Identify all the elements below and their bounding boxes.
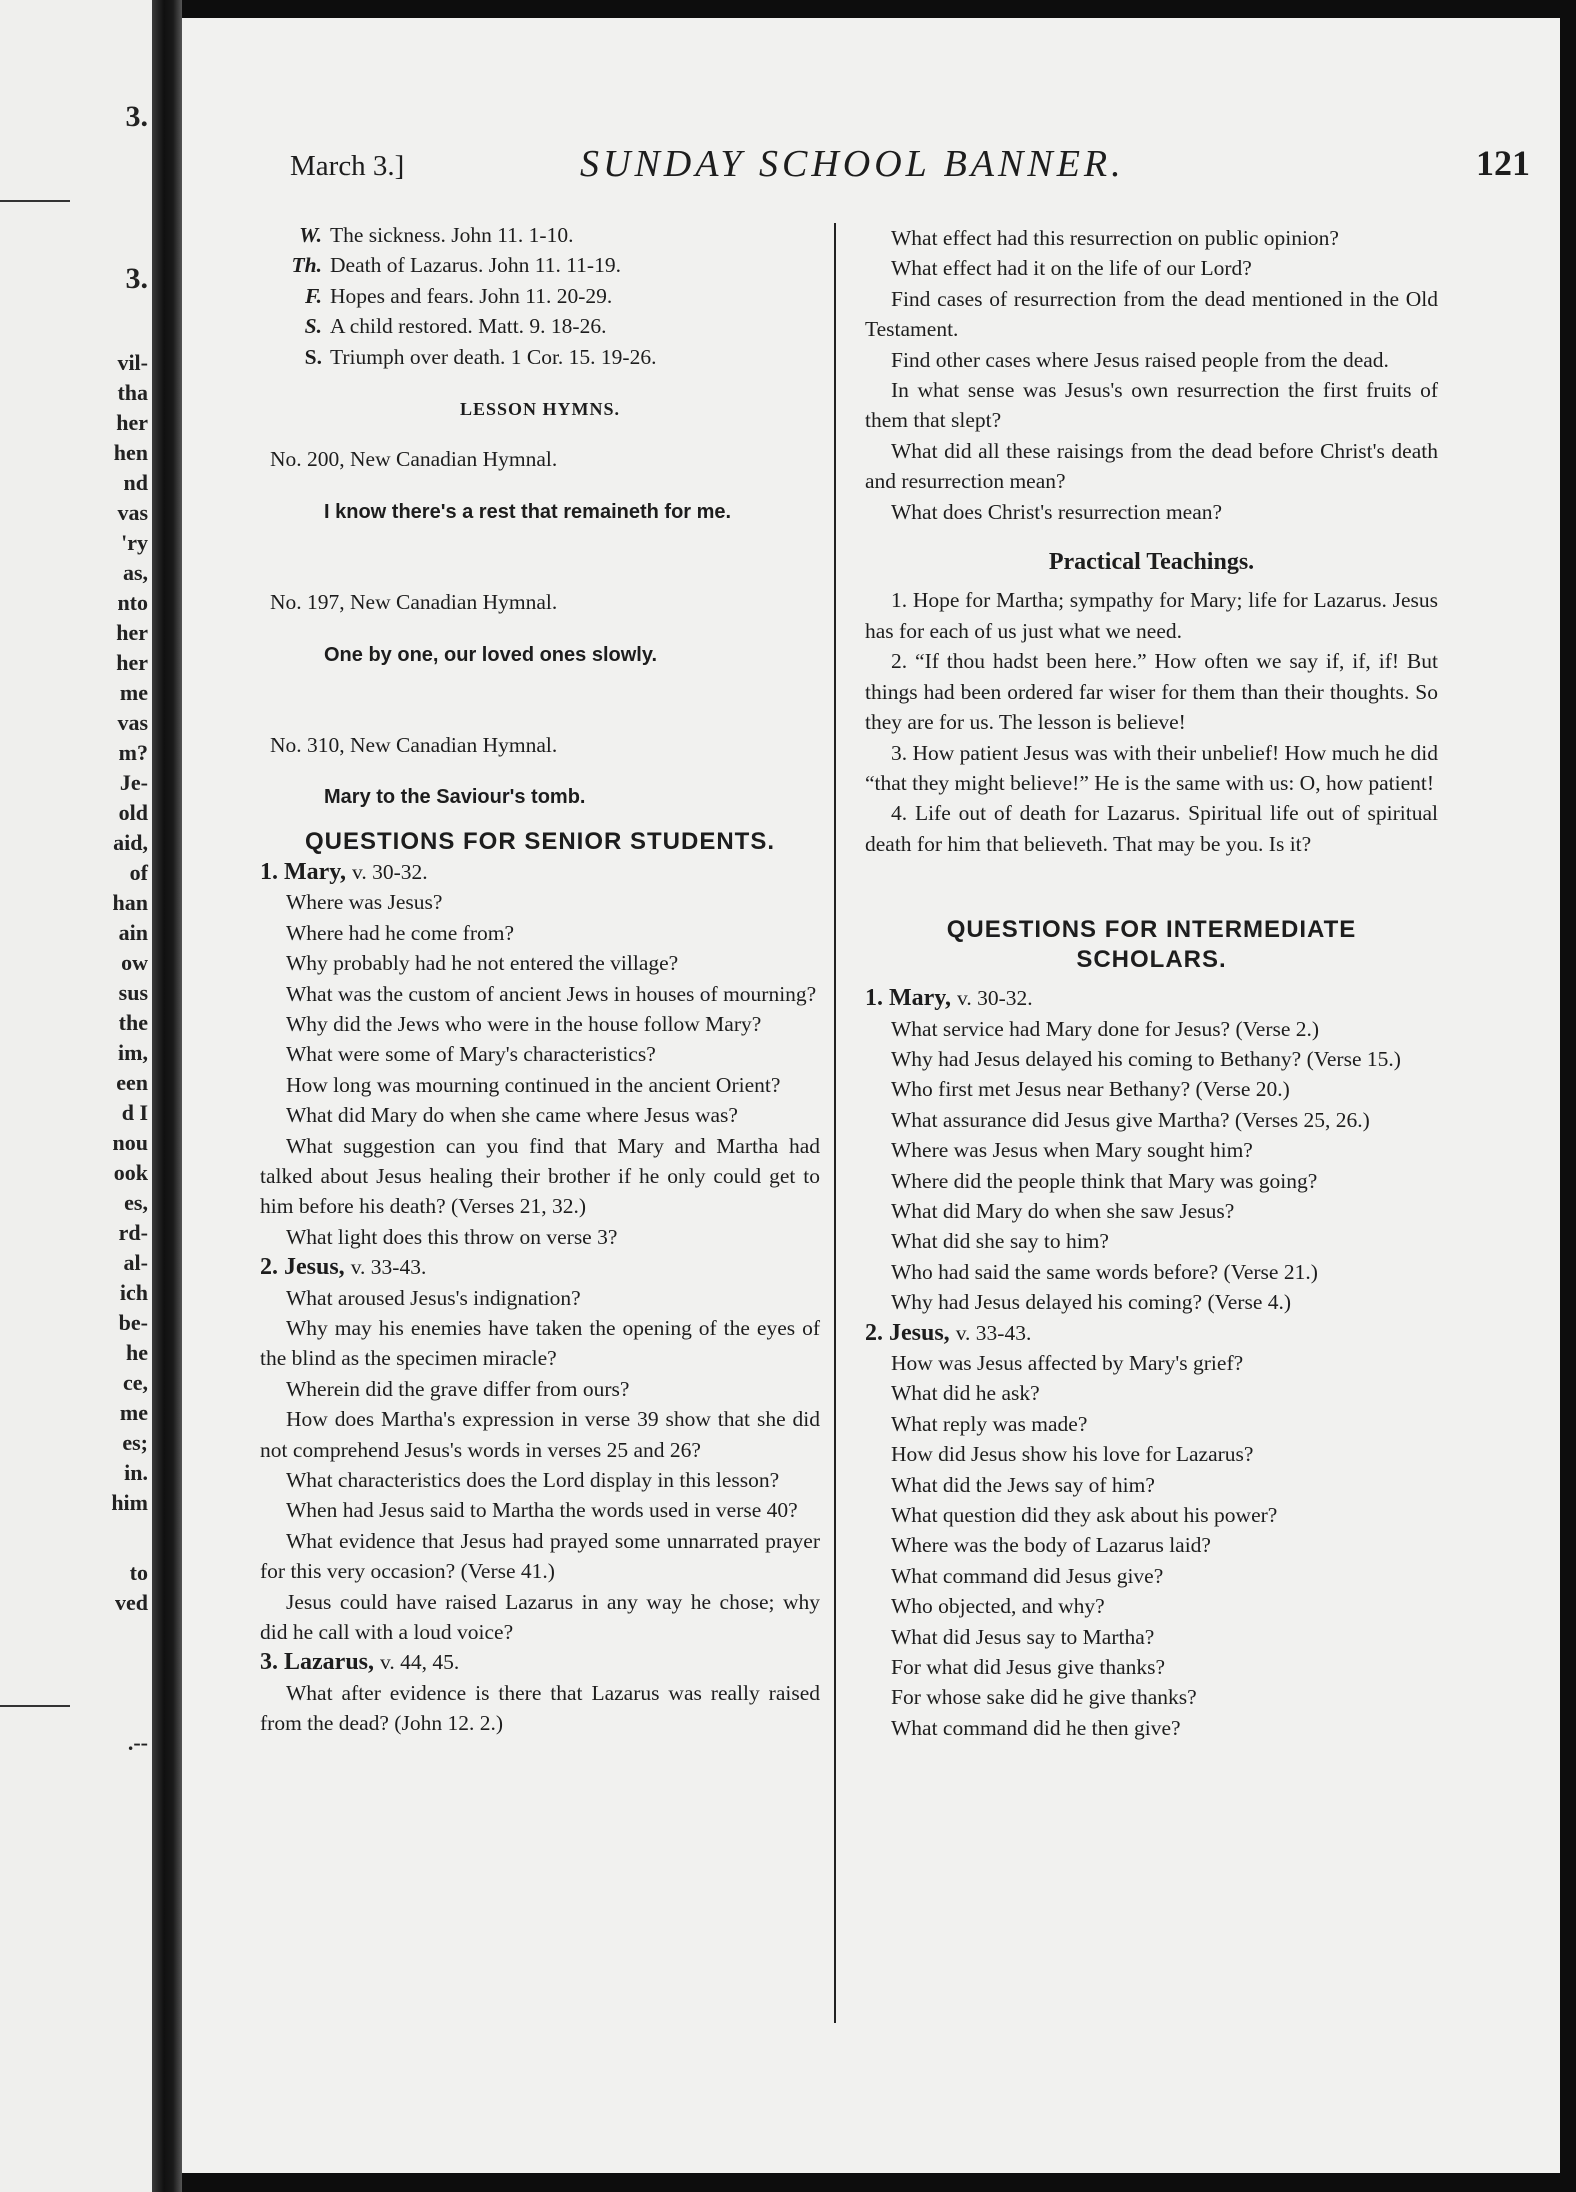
- running-header: [290, 136, 1530, 192]
- previous-page-fragment: d I: [121, 1100, 148, 1125]
- previous-page-fragment: nto: [117, 590, 148, 615]
- question: What did he ask?: [891, 1381, 1040, 1406]
- question: What command did he then give?: [891, 1715, 1181, 1740]
- question: What did Mary do when she saw Jesus?: [891, 1198, 1235, 1223]
- question: Where did the people think that Mary was going?: [891, 1168, 1318, 1193]
- section-verse-ref: v. 30-32.: [956, 986, 1033, 1011]
- previous-page-fragment: me: [119, 1400, 148, 1425]
- hymns-heading: LESSON HYMNS.: [459, 399, 621, 420]
- previous-page-fragment: ow: [121, 950, 148, 975]
- reading-day: S.: [304, 344, 322, 369]
- question: What did all these raisings from the dead before Christ's death and resurrection mean?: [865, 438, 1438, 494]
- practical-teaching: 3. How patient Jesus was with their unbelief! How much he did “that they might believe!” He is the same with us: O, how patient!: [865, 740, 1438, 795]
- hymn-first-line: Mary to the Saviour's tomb.: [324, 786, 586, 809]
- previous-page-fragment: Je-: [119, 770, 148, 795]
- section-title: 2. Jesus,: [260, 1254, 345, 1281]
- question: In what sense was Jesus's own resurrection the first fruits of them that slept?: [865, 378, 1438, 433]
- reading-row: [260, 281, 820, 311]
- intermediate-questions-heading: [865, 915, 1438, 975]
- previous-page-fragment: nd: [123, 470, 148, 495]
- section-heading: [260, 1647, 820, 1677]
- question: For whose sake did he give thanks?: [891, 1685, 1197, 1710]
- section-heading: [865, 983, 1438, 1013]
- previous-page-fragment: of: [129, 860, 148, 885]
- question: Find cases of resurrection from the dead mentioned in the Old Testament.: [865, 286, 1438, 342]
- question: What does Christ's resurrection mean?: [891, 499, 1223, 524]
- reading-day: F.: [305, 283, 322, 308]
- previous-page-fragment: ved: [115, 1590, 148, 1615]
- question: What assurance did Jesus give Martha? (Verses 25, 26.): [891, 1107, 1370, 1132]
- section-verse-ref: v. 44, 45.: [380, 1650, 460, 1675]
- question: What effect had this resurrection on public opinion?: [891, 226, 1339, 250]
- question: Jesus could have raised Lazarus in any way he chose; why did he call with a loud voice?: [260, 1589, 820, 1645]
- question: How long was mourning continued in the ancient Orient?: [286, 1072, 781, 1097]
- previous-page-fragment: to: [129, 1560, 148, 1585]
- section-title: 1. Mary,: [260, 858, 346, 885]
- question: Why probably had he not entered the village?: [286, 951, 679, 976]
- previous-page-fragment: vil-: [117, 350, 148, 375]
- question: Why did the Jews who were in the house follow Mary?: [286, 1011, 762, 1036]
- previous-page-fragment: nou: [112, 1130, 148, 1155]
- previous-page-fragment: her: [116, 410, 148, 435]
- previous-page-fragment: hen: [113, 440, 148, 465]
- reading-day: W.: [299, 223, 322, 247]
- previous-page-fragment: ain: [118, 920, 148, 945]
- reading-row: [260, 342, 820, 372]
- previous-page-rule: [0, 1705, 70, 1707]
- question: Why may his enemies have taken the opening of the eyes of the blind as the specimen miracle?: [260, 1315, 820, 1371]
- reading-text: Triumph over death. 1 Cor. 15. 19-26.: [330, 344, 657, 369]
- reading-day: Th.: [291, 253, 322, 278]
- question: What question did they ask about his power?: [891, 1503, 1278, 1528]
- header-title: SUNDAY SCHOOL BANNER.: [580, 143, 1125, 185]
- intermediate-heading-line-2: SCHOLARS.: [1076, 946, 1227, 974]
- reading-day: S.: [304, 314, 322, 339]
- previous-page-fragment: een: [116, 1070, 148, 1095]
- intermediate-question-sections: [865, 983, 1438, 1743]
- column-rule: [834, 223, 836, 2023]
- previous-page-fragment: her: [116, 620, 148, 645]
- previous-page-fragment: vas: [117, 710, 148, 735]
- question: What was the custom of ancient Jews in houses of mourning?: [286, 981, 817, 1006]
- question: What were some of Mary's characteristics?: [286, 1042, 656, 1067]
- previous-page-fragment: 'ry: [121, 530, 148, 555]
- practical-teaching: 2. “If thou hadst been here.” How often we say if, if, if! But things had been ordered far wiser for them than their thoughts. So they are for us. The lesson is believe!: [865, 649, 1438, 735]
- previous-page-fragment: im,: [118, 1040, 148, 1065]
- question: What did Jesus say to Martha?: [891, 1624, 1155, 1649]
- previous-page-edge: [0, 0, 152, 2192]
- right-column: [865, 223, 1438, 1743]
- hymn-number: No. 310, New Canadian Hymnal.: [270, 733, 558, 758]
- previous-page-fragment: her: [116, 650, 148, 675]
- question: What command did Jesus give?: [891, 1563, 1164, 1588]
- reading-text: The sickness. John 11. 1-10.: [330, 223, 574, 247]
- question: What after evidence is there that Lazarus was really raised from the dead? (John 12. 2.): [260, 1680, 820, 1736]
- hymn-first-line: I know there's a rest that remaineth for me.: [324, 500, 732, 523]
- question: When had Jesus said to Martha the words used in verse 40?: [286, 1498, 798, 1523]
- hymn-number: No. 197, New Canadian Hymnal.: [270, 590, 558, 615]
- question: How does Martha's expression in verse 39 show that she did not comprehend Jesus's words in verses 25 and 26?: [260, 1407, 820, 1462]
- reading-text: Death of Lazarus. John 11. 11-19.: [330, 253, 621, 278]
- senior-questions-continued: [865, 223, 1438, 527]
- question: Where was the body of Lazarus laid?: [891, 1533, 1211, 1558]
- hymn-first-line: One by one, our loved ones slowly.: [324, 643, 658, 666]
- question: How did Jesus show his love for Lazarus?: [891, 1442, 1254, 1467]
- practical-teachings: [865, 585, 1438, 859]
- question: Who had said the same words before? (Verse 21.): [891, 1259, 1318, 1284]
- section-title: 2. Jesus,: [865, 1319, 950, 1346]
- previous-page-fragment: rd-: [118, 1220, 148, 1245]
- section-verse-ref: v. 30-32.: [351, 859, 428, 884]
- question: What characteristics does the Lord display in this lesson?: [286, 1468, 780, 1492]
- section-title: 1. Mary,: [865, 985, 951, 1012]
- previous-page-fragment: old: [118, 800, 148, 825]
- previous-page-fragment: es,: [124, 1190, 148, 1215]
- question: Wherein did the grave differ from ours?: [286, 1376, 630, 1401]
- intermediate-heading-line-1: QUESTIONS FOR INTERMEDIATE: [946, 916, 1357, 944]
- previous-page-fragment: be-: [118, 1310, 148, 1335]
- question: What aroused Jesus's indignation?: [286, 1285, 581, 1310]
- previous-page-fragment: vas: [117, 500, 148, 525]
- previous-page-fragment: ook: [113, 1160, 148, 1185]
- question: What did the Jews say of him?: [891, 1472, 1155, 1497]
- question: For what did Jesus give thanks?: [891, 1655, 1166, 1680]
- previous-page-fragment: tha: [117, 380, 148, 405]
- previous-page-fragment: ich: [119, 1280, 148, 1305]
- previous-page-fragment: in.: [124, 1460, 148, 1485]
- header-date: March 3.]: [290, 150, 405, 182]
- reading-text: A child restored. Matt. 9. 18-26.: [330, 314, 607, 339]
- question: What did she say to him?: [891, 1229, 1109, 1254]
- previous-page-fragment: he: [126, 1340, 148, 1365]
- page: [182, 18, 1560, 2173]
- question: Who objected, and why?: [891, 1594, 1105, 1619]
- section-title: 3. Lazarus,: [260, 1649, 374, 1676]
- question: Why had Jesus delayed his coming to Bethany? (Verse 15.): [891, 1046, 1401, 1071]
- previous-page-fragment: sus: [118, 980, 148, 1005]
- question: Find other cases where Jesus raised people from the dead.: [891, 347, 1389, 372]
- previous-page-rule: [0, 200, 70, 202]
- hymn-number: No. 200, New Canadian Hymnal.: [270, 447, 558, 472]
- left-column: [260, 220, 820, 1739]
- previous-page-fragment: al-: [123, 1250, 148, 1275]
- previous-page-fragment: 3.: [125, 100, 148, 133]
- senior-question-sections: [260, 857, 820, 1739]
- question: What service had Mary done for Jesus? (Verse 2.): [891, 1016, 1320, 1041]
- question: What reply was made?: [891, 1411, 1088, 1436]
- reading-row: [260, 311, 820, 341]
- section-verse-ref: v. 33-43.: [350, 1255, 427, 1280]
- previous-page-fragment: as,: [122, 560, 148, 585]
- previous-page-fragment: the: [118, 1010, 148, 1035]
- section-heading: [260, 857, 820, 887]
- practical-teachings-heading: Practical Teachings.: [1048, 549, 1255, 576]
- previous-page-fragment: es;: [122, 1430, 148, 1455]
- page-number: 121: [1476, 143, 1530, 183]
- previous-page-fragment: him: [111, 1490, 148, 1515]
- section-heading: [865, 1318, 1438, 1348]
- daily-readings: [260, 220, 820, 372]
- previous-page-fragment: me: [119, 680, 148, 705]
- practical-teaching: 1. Hope for Martha; sympathy for Mary; life for Lazarus. Jesus has for each of us just what we need.: [865, 588, 1438, 643]
- question: What effect had it on the life of our Lord?: [891, 256, 1252, 281]
- practical-teaching: 4. Life out of death for Lazarus. Spiritual life out of spiritual death for him that believeth. That may be you. Is it?: [865, 801, 1438, 856]
- previous-page-fragment: 3.: [125, 262, 148, 295]
- previous-page-fragment: m?: [118, 740, 148, 765]
- question: What evidence that Jesus had prayed some unnarrated prayer for this very occasion? (Verse 41.): [260, 1528, 820, 1584]
- section-heading: [260, 1252, 820, 1282]
- reading-row: [260, 250, 820, 280]
- senior-questions-heading: QUESTIONS FOR SENIOR STUDENTS.: [304, 827, 776, 855]
- previous-page-fragment: .--: [127, 1730, 148, 1755]
- question: Who first met Jesus near Bethany? (Verse 20.): [891, 1077, 1290, 1102]
- reading-text: Hopes and fears. John 11. 20-29.: [330, 283, 613, 308]
- question: Why had Jesus delayed his coming? (Verse 4.): [891, 1290, 1292, 1315]
- question: Where had he come from?: [286, 920, 515, 945]
- book-gutter: [152, 0, 182, 2192]
- question: Where was Jesus when Mary sought him?: [891, 1138, 1253, 1163]
- previous-page-fragment: aid,: [113, 830, 148, 855]
- question: How was Jesus affected by Mary's grief?: [891, 1351, 1244, 1375]
- reading-row: [260, 220, 820, 250]
- section-verse-ref: v. 33-43.: [955, 1320, 1032, 1345]
- question: Where was Jesus?: [286, 890, 443, 915]
- question: What did Mary do when she came where Jesus was?: [286, 1103, 738, 1128]
- question: What light does this throw on verse 3?: [286, 1224, 618, 1249]
- previous-page-fragment: han: [112, 890, 148, 915]
- question: What suggestion can you find that Mary and Martha had talked about Jesus healing their brother if he only could get to him before his death? (Verses 21, 32.): [260, 1133, 820, 1219]
- previous-page-fragment: ce,: [122, 1370, 148, 1395]
